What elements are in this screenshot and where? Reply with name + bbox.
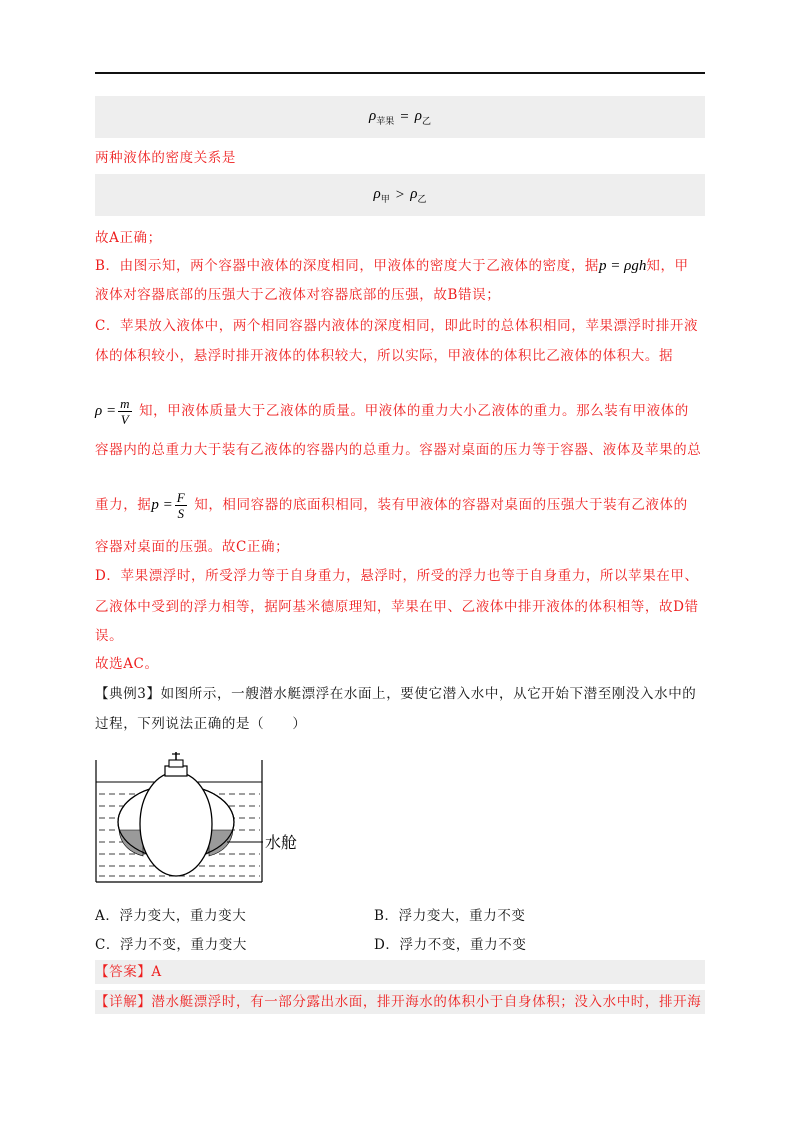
line-b2: 液体对容器底部的压强大于乙液体对容器底部的压强，故B错误； — [95, 287, 501, 303]
line-d3: 误。 — [95, 628, 124, 644]
eq2-lhs: $\rho_甲$ — [373, 185, 390, 205]
density-intro: 两种液体的密度关系是 — [95, 150, 236, 166]
line-c4: 容器内的总重力大于装有乙液体的容器内的总重力。容器对桌面的压力等于容器、液体及苹果的总 — [95, 442, 702, 458]
question3-line2: 过程，下列说法正确的是（ ） — [95, 716, 307, 732]
detail-line — [95, 992, 705, 1012]
ps-formula: p = — [151, 497, 173, 513]
equation-apple-density — [95, 96, 705, 138]
line-c1: C．苹果放入液体中，两个相同容器内液体的深度相同，即此时的总体积相同，苹果漂浮时排开液 — [95, 318, 699, 334]
eq1-rhs: $\rho_乙$ — [414, 107, 431, 127]
header-rule — [95, 72, 705, 74]
line-c6: 容器对桌面的压强。故C正确； — [95, 539, 290, 555]
option-c: C．浮力不变，重力变大 — [95, 937, 247, 953]
line-c5: 重力，据p = $\frac{F}{S}$ 知，相同容器的底面积相同，装有甲液体的容器对桌面的压强大于装有乙液体的 — [95, 490, 688, 521]
line-c3: ρ = $\frac{m}{V}$ 知，甲液体质量大于乙液体的质量。甲液体的重力大小乙液体的重力。那么装有甲液体的 — [95, 396, 689, 427]
line-c2: 体的体积较小，悬浮时排开液体的体积较大，所以实际，甲液体的体积比乙液体的体积大。据 — [95, 348, 674, 364]
equation-liquid-density — [95, 174, 705, 216]
eq1-operator: = — [400, 108, 409, 125]
option-d: D．浮力不变，重力不变 — [374, 937, 527, 953]
tank-label: 水舱 — [265, 833, 298, 852]
question3-line1: 【典例3】如图所示，一艘潜水艇漂浮在水面上，要使它潜入水中，从它开始下潜至刚没入水中的 — [95, 686, 697, 702]
submarine-figure — [95, 752, 335, 887]
eq1-lhs: $\rho_{苹果}$ — [369, 107, 395, 127]
density-fraction: $\frac{m}{V}$ — [120, 396, 131, 427]
answer-line: 【答案】A — [95, 964, 162, 980]
line-choice: 故选AC。 — [95, 656, 159, 672]
detail-text: 潜水艇漂浮时，有一部分露出水面，排开海水的体积小于自身体积；没入水中时，排开海 — [151, 994, 702, 1010]
eq2-rhs: $\rho_乙$ — [410, 185, 427, 205]
option-b: B．浮力变大，重力不变 — [374, 908, 526, 924]
pressure-formula: p = ρgh — [599, 258, 647, 274]
line-b1: B．由图示知，两个容器中液体的深度相同，甲液体的密度大于乙液体的密度，据p = ρgh知，甲 — [95, 258, 689, 274]
line-d2: 乙液体中受到的浮力相等，据阿基米德原理知，苹果在甲、乙液体中排开液体的体积相等，故D错 — [95, 599, 699, 615]
ps-fraction: $\frac{F}{S}$ — [176, 490, 186, 521]
line-a-correct: 故A正确； — [95, 230, 162, 246]
line-d1: D．苹果漂浮时，所受浮力等于自身重力，悬浮时，所受的浮力也等于自身重力，所以苹果在甲、 — [95, 568, 699, 584]
density-formula: ρ = — [95, 403, 117, 419]
option-a: A．浮力变大，重力变大 — [95, 908, 247, 924]
detail-tag: 【详解】 — [95, 994, 152, 1010]
eq2-operator: > — [395, 186, 405, 203]
